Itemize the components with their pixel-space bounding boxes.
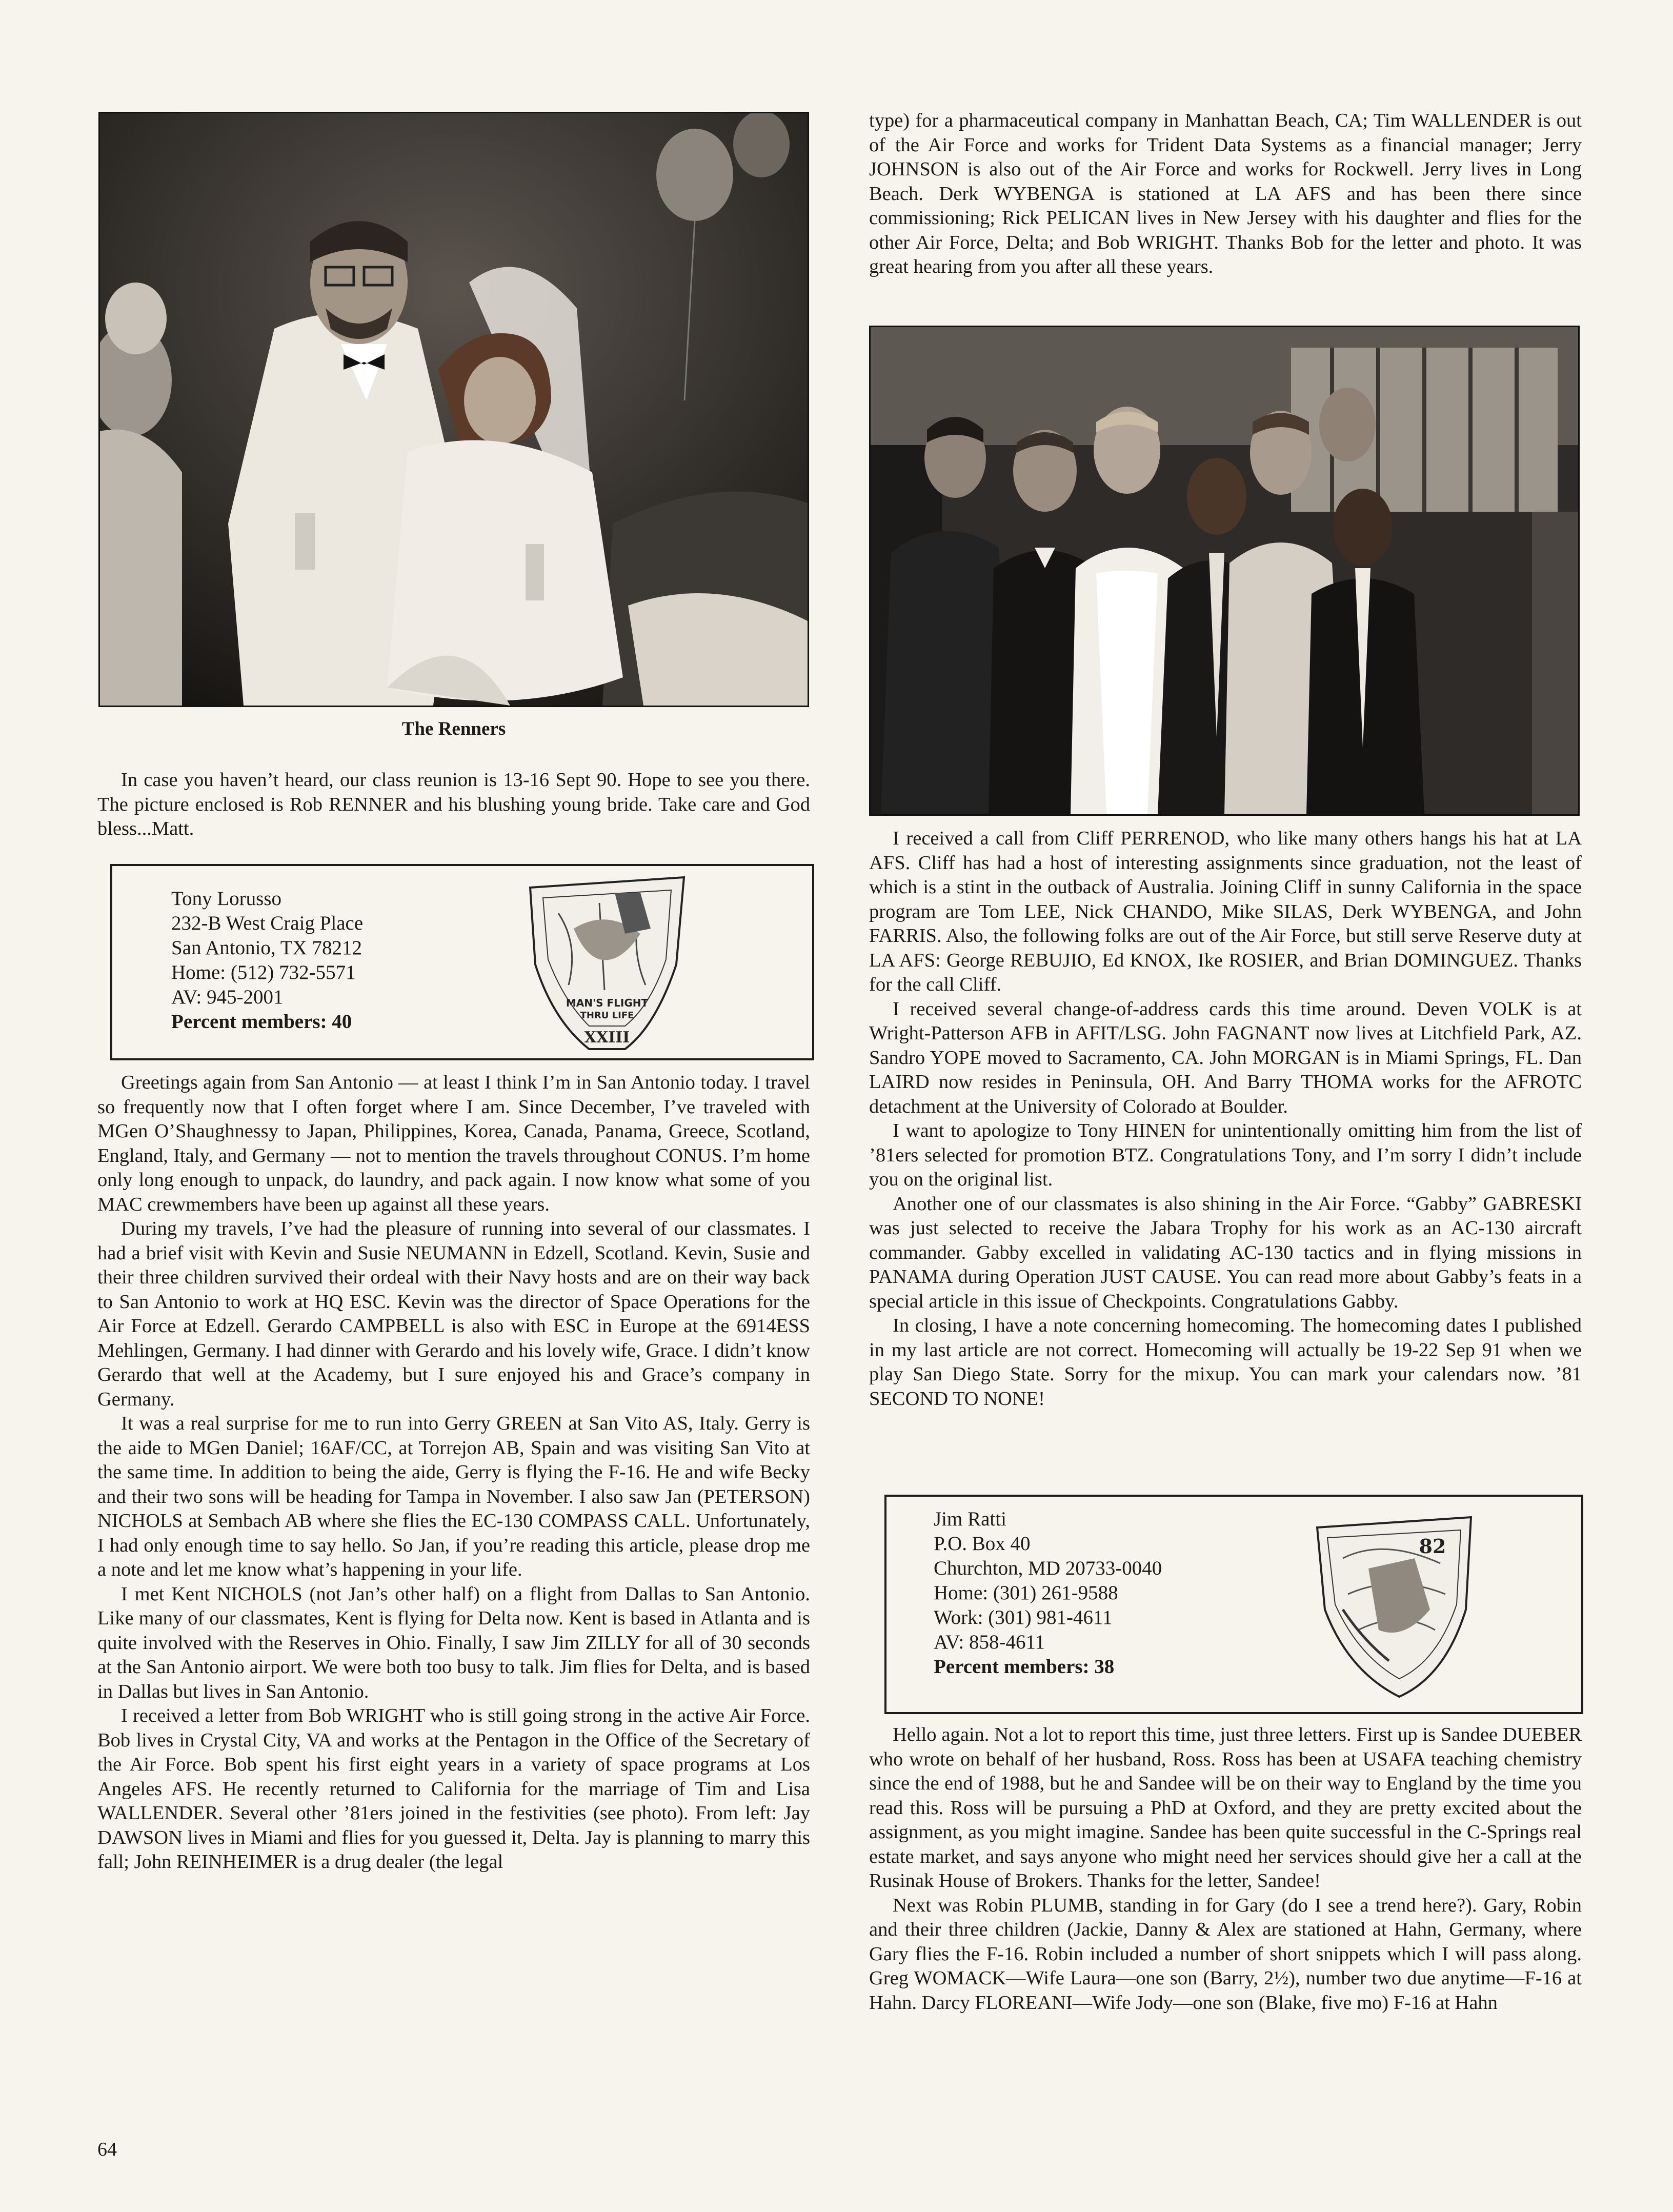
contact-av-phone: AV: 945-2001 bbox=[171, 986, 284, 1008]
contact-home-phone: Home: (512) 732-5571 bbox=[171, 961, 356, 983]
contact-box-lorusso bbox=[110, 864, 814, 1060]
paragraph: In closing, I have a note concerning homecoming. The homecoming dates I published in my last article are not correct. Homecoming will actually be 19-22 Sep 91 when we play San Diego State. Sorry for the mixup. You can mark your calendars now. ’81 SECOND TO NONE! bbox=[869, 1315, 1582, 1410]
paragraph: Greetings again from San Antonio — at least I think I’m in San Antonio today. I travel so frequently now that I often forget where I am. Since December, I’ve traveled with MGen O’Shaughnessy to Japan, Philippines, Korea, Canada, Panama, Greece, Scotland, England, Italy, and Germany — not to mention the travels throughout CONUS. I’m home only long enough to unpack, do laundry, and pack again. I now know what some of you MAC crewmembers have been up against all these years. bbox=[97, 1072, 810, 1215]
paragraph: I want to apologize to Tony HINEN for unintentionally omitting him from the list of ’81ers selected for promotion BTZ. Congratulations Tony, and I’m sorry I didn’t include you on the original list. bbox=[869, 1120, 1582, 1190]
paragraph: I met Kent NICHOLS (not Jan’s other half) on a flight from Dallas to San Antonio. Like many of our classmates, Kent is flying for Delta now. Kent is based in Atlanta and is quite involved with the Reserves in Ohio. Finally, I saw Jim ZILLY for all of 30 seconds at the San Antonio airport. We were both too busy to talk. Jim flies for Delta, and is based in Dallas but lives in San Antonio. bbox=[97, 1583, 810, 1702]
class-crest-1982 bbox=[1312, 1507, 1476, 1702]
photo-caption: The Renners bbox=[401, 718, 506, 739]
crest-motto-line2: THRU LIFE bbox=[580, 1010, 634, 1021]
contact-name: Tony Lorusso bbox=[171, 888, 282, 910]
renners-photo bbox=[98, 112, 809, 707]
contact-name: Jim Ratti bbox=[934, 1508, 1006, 1530]
crest-class-number: XXIII bbox=[584, 1029, 630, 1047]
right-top-text bbox=[869, 109, 1582, 279]
contact-work-phone: Work: (301) 981-4611 bbox=[934, 1606, 1113, 1628]
left-body-text bbox=[97, 1071, 810, 1875]
contact-address-line1: P.O. Box 40 bbox=[934, 1533, 1031, 1555]
contact-address-line1: 232-B West Craig Place bbox=[171, 912, 364, 934]
contact-address-line2: Churchton, MD 20733-0040 bbox=[934, 1557, 1162, 1579]
paragraph: Next was Robin PLUMB, standing in for Gary (do I see a trend here?). Gary, Robin and their three children (Jackie, Danny & Alex are stationed at Hahn, Germany, where Gary flies the F-16. Robin included a number of short snippets which I will pass along. Greg WOMACK—Wife Laura—one son (Barry, 2½), number two due anytime—F-16 at Hahn. Darcy FLOREANI—Wife Jody—one son (Blake, five mo) F-16 at Hahn bbox=[869, 1894, 1582, 2014]
crest-class-number: 82 bbox=[1419, 1535, 1446, 1558]
right-middle-text bbox=[869, 827, 1582, 1411]
paragraph: In case you haven’t heard, our class reunion is 13-16 Sept 90. Hope to see you there. The picture enclosed is Rob RENNER and his blushing young bride. Take care and God bless...Matt. bbox=[97, 769, 810, 839]
page-number: 64 bbox=[97, 2139, 117, 2160]
contact-home-phone: Home: (301) 261-9588 bbox=[934, 1582, 1118, 1604]
contact-av-phone: AV: 858-4611 bbox=[934, 1631, 1045, 1653]
contact-box-ratti bbox=[884, 1495, 1583, 1714]
percent-members: Percent members: 40 bbox=[171, 1011, 352, 1033]
group-photo bbox=[869, 326, 1580, 816]
paragraph: It was a real surprise for me to run into Gerry GREEN at San Vito AS, Italy. Gerry is the aide to MGen Daniel; 16AF/CC, at Torrejon AB, Spain and was visiting San Vito at the same time. In addition to being the aide, Gerry is flying the F-16. He and wife Becky and their two sons will be heading for Tampa in November. I also saw Jan (PETERSON) NICHOLS at Sembach AB where she flies the EC-130 COMPASS CALL. Unfortunately, I had only enough time to say hello. So Jan, if you’re reading this article, please drop me a note and let me know what’s happening in your life. bbox=[97, 1413, 810, 1580]
paragraph: I received a call from Cliff PERRENOD, who like many others hangs his hat at LA AFS. Cliff has had a host of interesting assignments since graduation, not the least of which is a stint in the outback of Australia. Joining Cliff in sunny California in the space program are Tom LEE, Nick CHANDO, Mike SILAS, Derk WYBENGA, and John FARRIS. Also, the following folks are out of the Air Force, but still serve Reserve duty at LA AFS: George REBUJIO, Ed KNOX, Ike ROSIER, and Brian DOMINGUEZ. Thanks for the call Cliff. bbox=[869, 828, 1582, 995]
paragraph: I received several change-of-address cards this time around. Deven VOLK is at Wright-Patterson AFB in AFIT/LSG. John FAGNANT now lives at Litchfield Park, AZ. Sandro YOPE moved to Sacramento, CA. John MORGAN is in Miami Springs, FL. Dan LAIRD now resides in Peninsula, OH. And Barry THOMA works for the AFROTC detachment at the University of Colorado at Boulder. bbox=[869, 998, 1582, 1117]
left-intro-text bbox=[97, 768, 810, 841]
contact-address-line2: San Antonio, TX 78212 bbox=[171, 937, 362, 959]
crest-motto-line1: MAN'S FLIGHT bbox=[566, 997, 649, 1009]
paragraph: During my travels, I’ve had the pleasure of running into several of our classmates. I had a brief visit with Kevin and Susie NEUMANN in Edzell, Scotland. Kevin, Susie and their three children survived their ordeal with their Navy hosts and are on their way back to San Antonio to work at HQ ESC. Kevin was the director of Space Operations for the Air Force at Edzell. Gerardo CAMPBELL is also with ESC in Europe at the 6914ESS Mehlingen, Germany. I had dinner with Gerardo and his lovely wife, Grace. I didn’t know Gerardo that well at the Academy, but I sure enjoyed his and Grace’s company in Germany. bbox=[97, 1218, 810, 1410]
class-crest-1981 bbox=[522, 872, 692, 1054]
paragraph: type) for a pharmaceutical company in Manhattan Beach, CA; Tim WALLENDER is out of the Air Force and works for Trident Data Systems as a financial manager; Jerry JOHNSON is also out of the Air Force and works for Rockwell. Jerry lives in Long Beach. Derk WYBENGA is stationed at LA AFS and has been there since commissioning; Rick PELICAN lives in New Jersey with his daughter and flies for the other Air Force, Delta; and Bob WRIGHT. Thanks Bob for the letter and photo. It was great hearing from you after all these years. bbox=[869, 110, 1582, 277]
paragraph: I received a letter from Bob WRIGHT who is still going strong in the active Air Force. Bob lives in Crystal City, VA and works at the Pentagon in the Office of the Secretary of the Air Force. Bob spent his first eight years in a variety of space programs at Los Angeles AFS. He recently returned to California for the marriage of Tim and Lisa WALLENDER. Several other ’81ers joined in the festivities (see photo). From left: Jay DAWSON lives in Miami and flies for you guessed it, Delta. Jay is planning to marry this fall; John REINHEIMER is a drug dealer (the legal bbox=[97, 1705, 810, 1873]
paragraph: Another one of our classmates is also shining in the Air Force. “Gabby” GABRESKI was just selected to receive the Jabara Trophy for his work as an AC-130 aircraft commander. Gabby excelled in validating AC-130 tactics and in flying missions in PANAMA during Operation JUST CAUSE. You can read more about Gabby’s feats in a special article in this issue of Checkpoints. Congratulations Gabby. bbox=[869, 1193, 1582, 1312]
paragraph: Hello again. Not a lot to report this time, just three letters. First up is Sandee DUEBER who wrote on behalf of her husband, Ross. Ross has been at USAFA teaching chemistry since the end of 1988, but he and Sandee will be on their way to England by the time you read this. Ross will be pursuing a PhD at Oxford, and they are pretty excited about the assignment, as you might imagine. Sandee has been quite successful in the C-Springs real estate market, and says anyone who might need her services should give her a call at the Rusinak House of Brokers. Thanks for the letter, Sandee! bbox=[869, 1724, 1582, 1892]
percent-members: Percent members: 38 bbox=[934, 1656, 1115, 1678]
right-bottom-text bbox=[869, 1723, 1582, 2015]
